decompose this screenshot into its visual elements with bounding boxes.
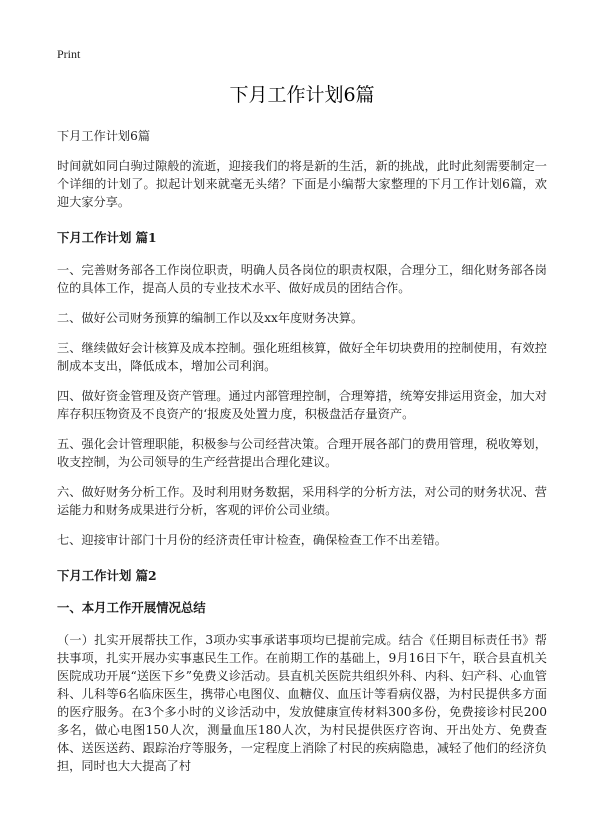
section-1-paragraph: 三、继续做好会计核算及成本控制。强化班组核算，做好全年切块费用的控制使用，有效控制成本支出，降低成本，增加公司利润。: [57, 341, 547, 373]
document-body: [57, 70, 547, 775]
section-1-paragraph: 四、做好资金管理及资产管理。通过内部管理控制，合理筹措，统筹安排运用资金，加大对库存积压物资及不良资产的‘报废及处置力度，积极盘活存量资产。: [57, 389, 547, 421]
print-link[interactable]: Print: [57, 47, 81, 61]
section-2-subheading: 一、本月工作开展情况总结: [57, 600, 206, 615]
section-2-paragraph: （一）扎实开展帮扶工作，3项办实事承诺事项均已提前完成。结合《任期目标责任书》帮扶事项，扎实开展办实事惠民生工作。在前期工作的基础上，9月16日下午，联合县直机关医院成功开展“送医下乡”免费义诊活动。县直机关医院共组织外科、内科、妇产科、心血管科、儿科等6名临床医生，携带心电图仪、血糖仪、血压计等看病仪器，为村民提供多方面的医疗服务。在3个多小时的义诊活动中，发放健康宣传材料300多份，免费接诊村民200多名，做心电图150人次，测量血压180人次，为村民提供医疗咨询、开出处方、免费查体、送医送药、跟踪治疗等服务，一定程度上消除了村民的疾病隐患，减轻了他们的经济负担，同时也大大提高了村: [57, 633, 547, 773]
section-1-heading: 下月工作计划 篇1: [57, 230, 157, 245]
intro-paragraph: 时间就如同白驹过隙般的流逝，迎接我们的将是新的生活，新的挑战，此时此刻需要制定一个详细的计划了。拟起计划来就毫无头绪？下面是小编帮大家整理的下月工作计划6篇，欢迎大家分享。: [57, 159, 547, 209]
section-2-heading: 下月工作计划 篇2: [57, 568, 157, 583]
section-1-paragraph: 一、完善财务部各工作岗位职责，明确人员各岗位的职责权限，合理分工，细化财务部各岗位的具体工作，提高人员的专业技术水平、做好成员的团结合作。: [57, 263, 547, 295]
section-1-paragraph: 六、做好财务分析工作。及时利用财务数据，采用科学的分析方法，对公司的财务状况、营运能力和财务成果进行分析，客观的评价公司业绩。: [57, 485, 547, 517]
document-subtitle: 下月工作计划6篇: [57, 129, 151, 143]
section-1-paragraph: 二、做好公司财务预算的编制工作以及xx年度财务决算。: [57, 311, 364, 325]
page-title: 下月工作计划6篇: [229, 84, 375, 106]
section-1-paragraph: 五、强化会计管理职能，积极参与公司经营决策。合理开展各部门的费用管理，税收筹划，收支控制，为公司领导的生产经营提出合理化建议。: [57, 437, 547, 469]
section-1-paragraph: 七、迎接审计部门十月份的经济责任审计检查，确保检查工作不出差错。: [57, 533, 447, 547]
